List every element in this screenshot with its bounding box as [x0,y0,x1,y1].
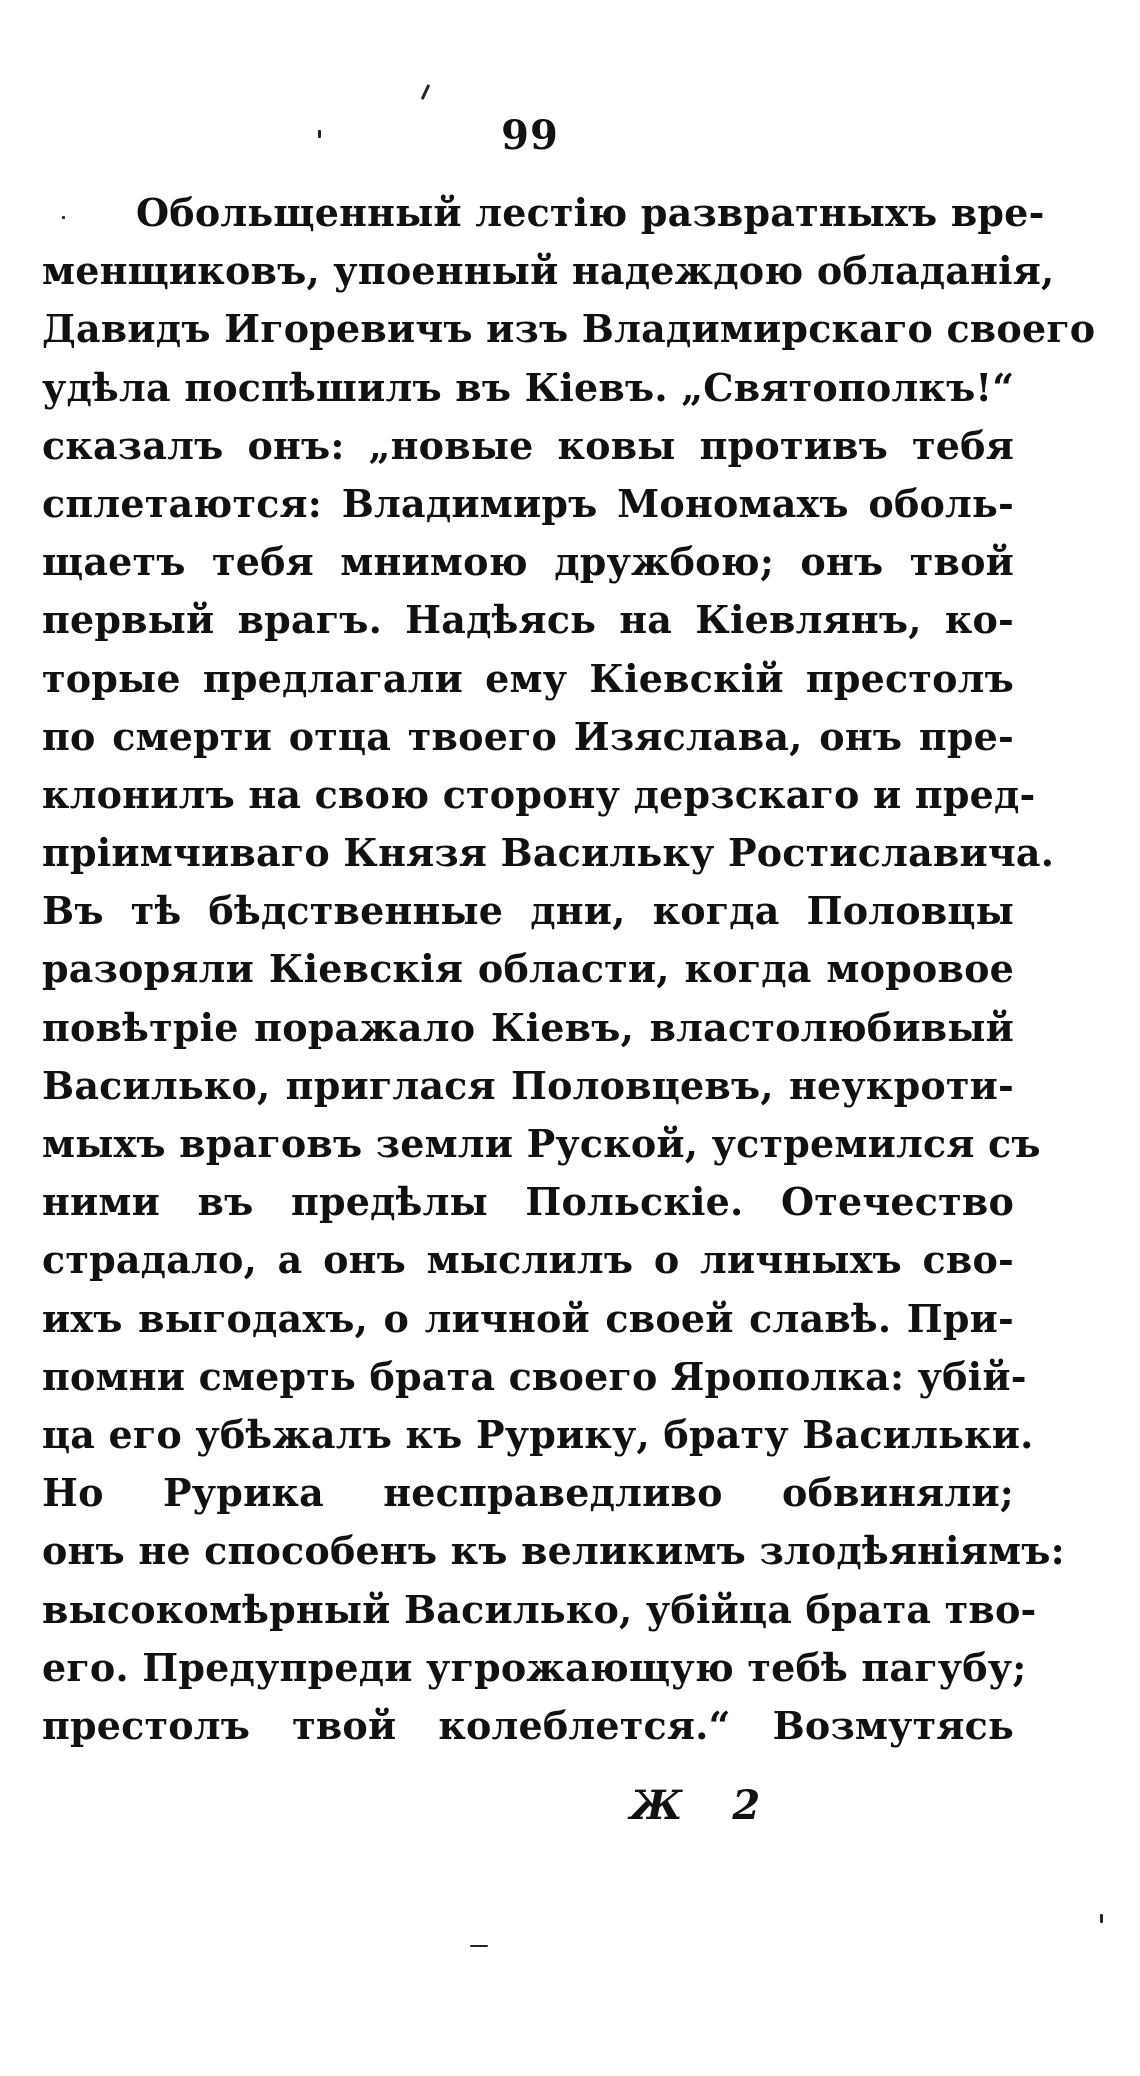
text-line: Давидъ Игоревичъ изъ Владимирскаго своего [42,306,1096,352]
text-line: торые предлагали ему Кіевскій престолъ [42,655,1014,701]
text-line: щаетъ тебя мнимою дружбою; онъ твой [42,539,1014,585]
scan-speck [318,130,321,138]
text-line: мыхъ враговъ земли Руской, устремился съ [42,1121,1041,1166]
text-line: сказалъ онъ: „новые ковы противъ тебя [42,422,1014,468]
text-line: страдало, а онъ мыслилъ о личныхъ сво- [42,1237,1014,1283]
scan-speck [62,216,65,219]
scan-speck [470,1945,488,1947]
signature-mark: Ж 2 [630,1782,779,1829]
text-line: менщиковъ, упоенный надеждою обладанія, [42,248,1055,294]
body-text [42,184,1096,1755]
text-line: по смерти отца твоего Изяслава, онъ пре- [42,713,1014,759]
text-line: ца его убѣжалъ къ Рурику, брату Васильки. [42,1411,1034,1457]
text-line: помни смерть брата своего Ярополка: убій- [42,1353,1027,1399]
text-line: ихъ выгодахъ, о личной своей славѣ. При- [42,1295,1014,1341]
text-line: его. Предупреди угрожающую тебѣ пагубу; [42,1644,1027,1690]
text-line: ними въ предѣлы Польскіе. Отечество [42,1179,1014,1225]
text-line: первый врагъ. Надѣясь на Кіевлянъ, ко- [42,597,1014,643]
text-line: Василько, приглася Половцевъ, неукроти- [42,1062,1014,1108]
text-line: пріимчиваго Князя Васильку Ростиславича. [42,830,1055,876]
text-line: Въ тѣ бѣдственные дни, когда Половцы [42,888,1014,934]
scan-speck [421,84,430,100]
text-line: разоряли Кіевскія области, когда моровое [42,946,1014,992]
text-line: клонилъ на свою сторону дерзскаго и пред- [42,771,1036,817]
text-line: сплетаются: Владимиръ Мономахъ оболь- [42,480,1014,526]
text-line: высокомѣрный Василько, убійца брата тво- [42,1586,1037,1632]
text-line: Но Рурика несправедливо обвиняли; [42,1470,1014,1516]
text-line: повѣтріе поражало Кіевъ, властолюбивый [42,1004,1014,1050]
text-line: онъ не способенъ къ великимъ злодѣяніямъ: [42,1528,1065,1574]
page-number: 99 [501,112,559,159]
text-line: удѣла поспѣшилъ въ Кіевъ. „Святополкъ!“ [42,364,1015,410]
scan-speck [1100,1914,1103,1923]
text-line: Обольщенный лестію развратныхъ вре- [136,190,1045,235]
text-line: престолъ твой колеблется.“ Возмутясь [42,1702,1014,1748]
